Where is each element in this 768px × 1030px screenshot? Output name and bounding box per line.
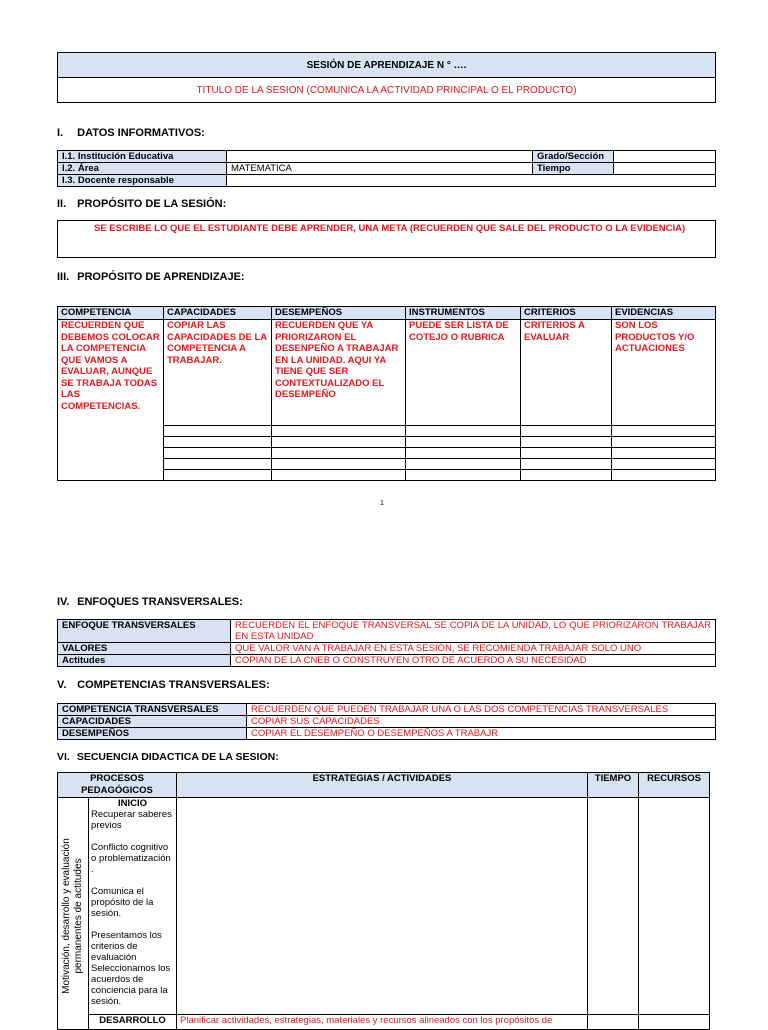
- desarrollo-cell: [89, 1015, 177, 1030]
- section-secuencia-heading: VI. SECUENCIA DIDACTICA DE LA SESION:: [57, 751, 279, 763]
- capacidades-cell[interactable]: COPIAR LAS CAPACIDADES DE LA COMPETENCIA A TRABAJAR.: [164, 320, 272, 426]
- competencia-trans-value[interactable]: RECUERDEN QUE PUEDEN TRABAJAR UNA O LAS DOS COMPETENCIAS TRANSVERSALES: [247, 704, 716, 716]
- section-proposito-aprendizaje-heading: III. PROPÓSITO DE APRENDIZAJE:: [57, 271, 245, 283]
- header-tiempo: TIEMPO: [588, 773, 639, 798]
- session-title: SESIÓN DE APRENDIZAJE N ° ….: [58, 53, 716, 78]
- header-capacidades: CAPACIDADES: [164, 307, 272, 320]
- docente-label: I.3. Docente responsable: [58, 175, 227, 187]
- header-estrategias: ESTRATEGIAS / ACTIVIDADES: [177, 773, 588, 798]
- inicio-cell: [89, 798, 177, 1015]
- desempenos-trans-value[interactable]: COPIAR EL DESEMPEÑO O DESEMPEÑOS A TRABAJR: [247, 728, 716, 740]
- vertical-label-cell: [58, 798, 89, 1030]
- inicio-item: Comunica el propósito de la sesión.: [91, 886, 154, 919]
- valores-value[interactable]: QUE VALOR VAN A TRABAJAR EN ESTA SESIÓN, SE RECOMIENDA TRABAJAR SOLO UNO: [231, 643, 716, 655]
- inicio-tiempo[interactable]: [588, 798, 639, 1015]
- desarrollo-estrategias[interactable]: Planificar actividades, estrategias, materiales y recursos alineados con los propósitos de: [177, 1015, 588, 1030]
- docente-value[interactable]: [227, 175, 716, 187]
- header-competencia: COMPETENCIA: [58, 307, 164, 320]
- valores-label: VALORES: [58, 643, 231, 655]
- section-datos-heading: I. DATOS INFORMATIVOS:: [57, 127, 205, 139]
- institucion-value[interactable]: [227, 151, 533, 163]
- section-competencias-transversales-heading: V. COMPETENCIAS TRANSVERSALES:: [57, 679, 270, 691]
- inicio-estrategias[interactable]: [177, 798, 588, 1015]
- session-subtitle: TITULO DE LA SESION (COMUNICA LA ACTIVIDAD PRINCIPAL O EL PRODUCTO): [58, 78, 716, 103]
- enfoque-value[interactable]: RECUERDEN EL ENFOQUE TRANSVERSAL SE COPIA DE LA UNIDAD, LO QUE PRIORIZARON TRABAJAR EN ESTA UNIDAD: [231, 620, 716, 643]
- grado-value[interactable]: [614, 151, 716, 163]
- header-recursos: RECURSOS: [639, 773, 710, 798]
- session-title-table: [57, 52, 716, 103]
- actitudes-value[interactable]: COPIAN DE LA CNEB O CONSTRUYEN OTRO DE ACUERDO A SU NECESIDAD: [231, 655, 716, 667]
- vertical-label: Motivación, desarrollo y evaluación permanentes de actitudes: [61, 838, 85, 994]
- capacidades-trans-label: CAPACIDADES: [58, 716, 247, 728]
- area-value[interactable]: MATEMATICA: [227, 163, 533, 175]
- competencia-cell[interactable]: RECUERDEN QUE DEBEMOS COLOCAR LA COMPETENCIA QUE VAMOS A EVALUAR, AUNQUE SE TRABAJA TODAS LAS COMPETENCIAS.: [58, 320, 164, 481]
- actitudes-label: Actitudes: [58, 655, 231, 667]
- proposito-aprendizaje-table: [57, 306, 716, 481]
- criterios-cell[interactable]: CRITERIOS A EVALUAR: [521, 320, 612, 426]
- desarrollo-tiempo[interactable]: [588, 1015, 639, 1030]
- header-evidencias: EVIDENCIAS: [612, 307, 716, 320]
- inicio-recursos[interactable]: [639, 798, 710, 1015]
- capacidades-trans-value[interactable]: COPIAR SUS CAPACIDADES: [247, 716, 716, 728]
- section-proposito-sesion-heading: II. PROPÓSITO DE LA SESIÓN:: [57, 198, 227, 210]
- competencia-trans-label: COMPETENCIA TRANSVERSALES: [58, 704, 247, 716]
- header-desempenos: DESEMPEÑOS: [272, 307, 406, 320]
- page-number: 1: [380, 500, 384, 507]
- tiempo-value[interactable]: [614, 163, 716, 175]
- enfoque-label: ENFOQUE TRANSVERSALES: [58, 620, 231, 643]
- instrumentos-cell[interactable]: PUEDE SER LISTA DE COTEJO O RUBRICA: [406, 320, 521, 426]
- header-procesos: PROCESOS PEDAGÓGICOS: [58, 773, 177, 798]
- competencias-transversales-table: [57, 703, 716, 740]
- inicio-item: Recuperar saberes previos: [91, 809, 172, 831]
- institucion-label: I.1. Institución Educativa: [58, 151, 227, 163]
- enfoques-transversales-table: [57, 619, 716, 667]
- area-label: I.2. Área: [58, 163, 227, 175]
- grado-label: Grado/Sección: [533, 151, 614, 163]
- desarrollo-recursos[interactable]: [639, 1015, 710, 1030]
- proposito-sesion-box: SE ESCRIBE LO QUE EL ESTUDIANTE DEBE APRENDER, UNA META (RECUERDEN QUE SALE DEL PRODUCTO O LA EVIDENCIA): [57, 220, 716, 258]
- evidencias-cell[interactable]: SON LOS PRODUCTOS Y/O ACTUACIONES: [612, 320, 716, 426]
- header-criterios: CRITERIOS: [521, 307, 612, 320]
- inicio-item: Presentamos los criterios de evaluación Seleccionamos los acuerdos de conciencia para la sesión.: [91, 930, 171, 1007]
- header-instrumentos: INSTRUMENTOS: [406, 307, 521, 320]
- datos-informativos-table: [57, 150, 716, 187]
- tiempo-label: Tiempo: [533, 163, 614, 175]
- secuencia-didactica-table: [57, 772, 710, 1030]
- desempenos-cell[interactable]: RECUERDEN QUE YA PRIORIZARON EL DESENPEÑO A TRABAJAR EN LA UNIDAD. AQUI YA TIENE QUE SER CONTEXTUALIZADO EL DESEMPEÑO: [272, 320, 406, 426]
- inicio-title: INICIO: [118, 798, 148, 809]
- section-enfoques-heading: IV. ENFOQUES TRANSVERSALES:: [57, 596, 243, 608]
- desempenos-trans-label: DESEMPEÑOS: [58, 728, 247, 740]
- desarrollo-title: DESARROLLO: [99, 1015, 166, 1026]
- inicio-item: Conflicto cognitivo o problematización .: [91, 842, 171, 875]
